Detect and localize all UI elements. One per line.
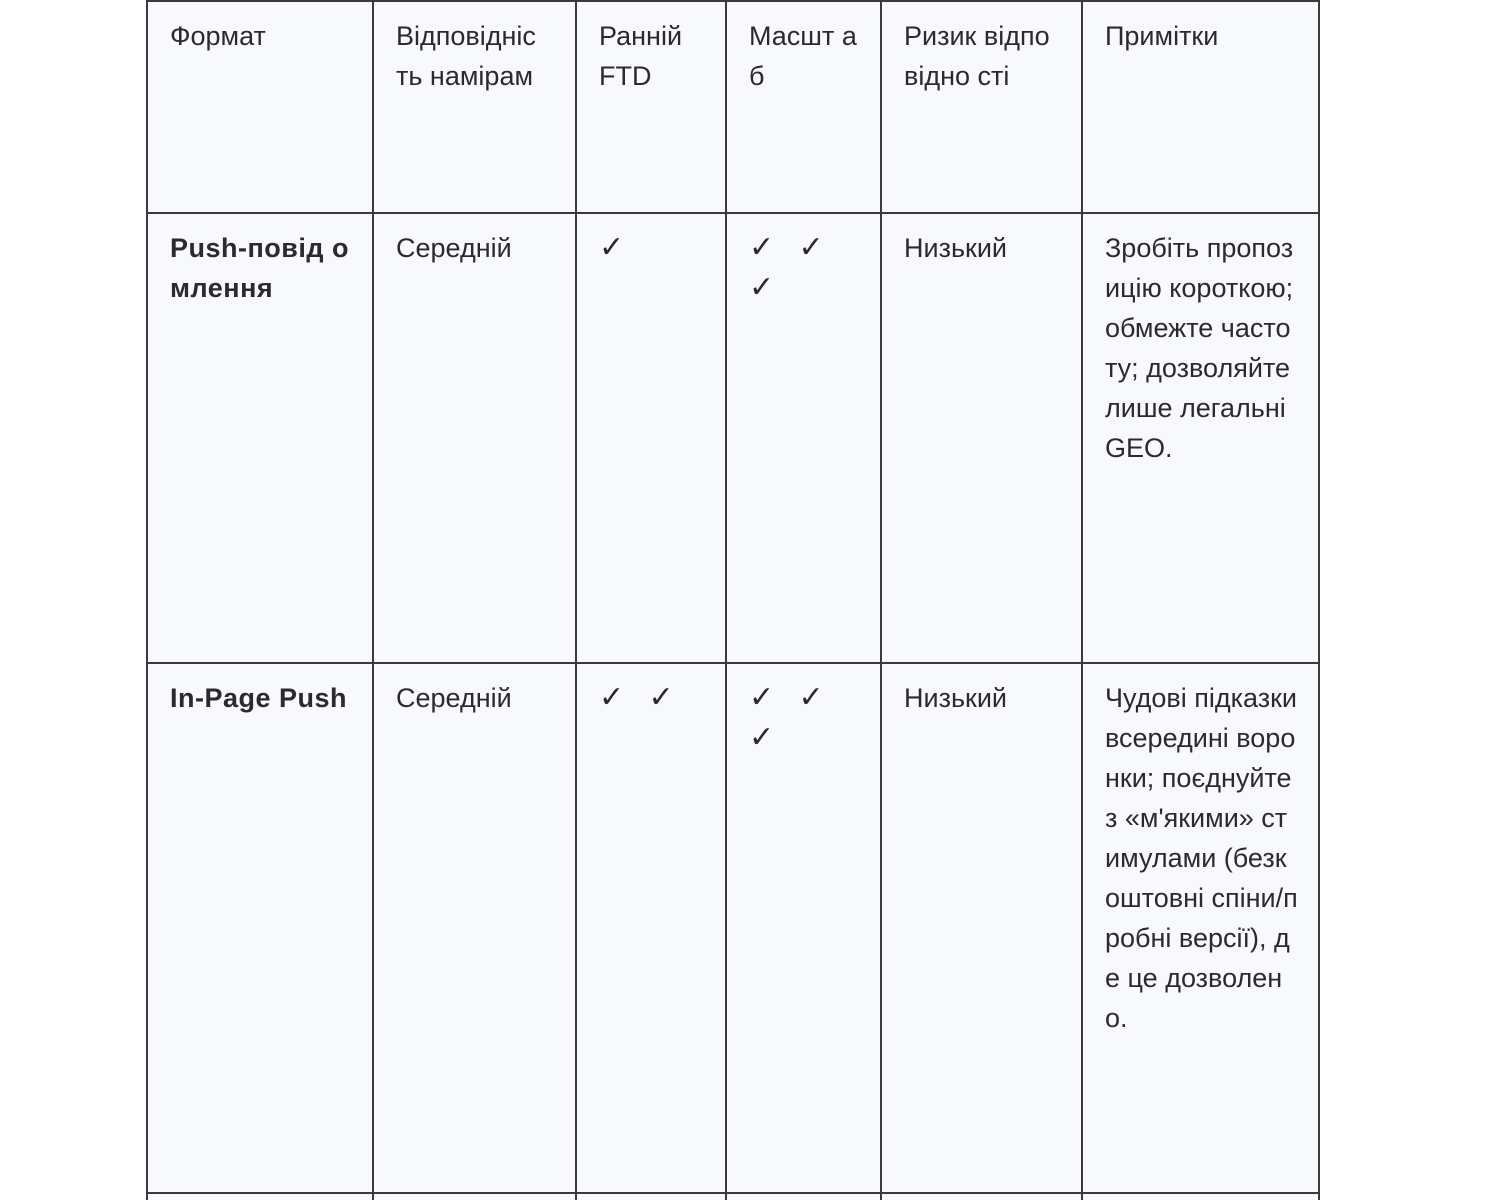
cell-empty xyxy=(576,1193,726,1200)
cell-early-ftd: ✓ ✓ xyxy=(576,663,726,1193)
cell-format: In-Page Push xyxy=(147,663,373,1193)
cell-empty xyxy=(1082,1193,1319,1200)
cell-notes: Чудові підказки всередині воронки; поєднуйте з «м'якими» стимулами (безкоштовні спіни/пробні версії), де це дозволено. xyxy=(1082,663,1319,1193)
table-row xyxy=(147,213,1319,663)
table-row-partial xyxy=(147,1193,1319,1200)
header-compliance-risk: Ризик відповідно сті xyxy=(881,1,1082,213)
header-format: Формат xyxy=(147,1,373,213)
table-header-row xyxy=(147,1,1319,213)
header-intent-match: Відповідніс ть намірам xyxy=(373,1,576,213)
cell-compliance-risk: Низький xyxy=(881,663,1082,1193)
cell-format: Push-повід омлення xyxy=(147,213,373,663)
header-scale: Масшт аб xyxy=(726,1,881,213)
cell-empty xyxy=(726,1193,881,1200)
header-notes: Примітки xyxy=(1082,1,1319,213)
cell-scale: ✓ ✓ ✓ xyxy=(726,663,881,1193)
cell-compliance-risk: Низький xyxy=(881,213,1082,663)
cell-empty xyxy=(881,1193,1082,1200)
table-row xyxy=(147,663,1319,1193)
header-early-ftd: Ранній FTD xyxy=(576,1,726,213)
ad-format-comparison-table xyxy=(146,0,1320,1200)
cell-empty xyxy=(373,1193,576,1200)
cell-intent-match: Середній xyxy=(373,663,576,1193)
cell-intent-match: Середній xyxy=(373,213,576,663)
cell-empty xyxy=(147,1193,373,1200)
cell-early-ftd: ✓ xyxy=(576,213,726,663)
cell-scale: ✓ ✓ ✓ xyxy=(726,213,881,663)
cell-notes: Зробіть пропозицію короткою; обмежте частоту; дозволяйте лише легальні GEO. xyxy=(1082,213,1319,663)
